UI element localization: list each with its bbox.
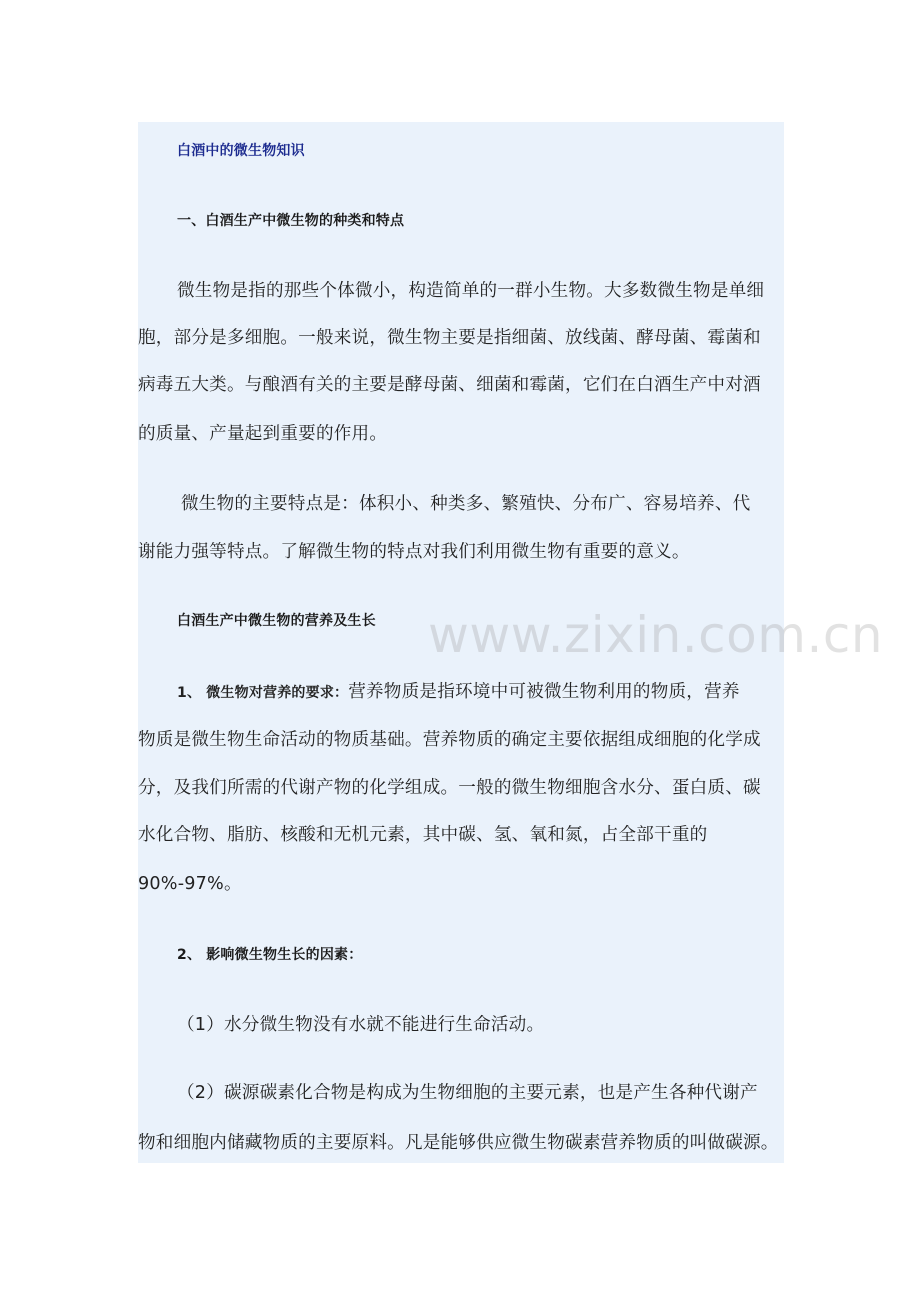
section-heading-1: 一、白酒生产中微生物的种类和特点 [177, 213, 405, 229]
section-heading-2: 白酒生产中微生物的营养及生长 [177, 613, 376, 629]
list-item-text: 营养物质是指环境中可被微生物利用的物质，营养 [348, 682, 740, 702]
list-item-label: 1、 微生物对营养的要求： [177, 685, 349, 701]
paragraph-line: 分，及我们所需的代谢产物的化学组成。一般的微生物细胞含水分、蛋白质、碳 [138, 778, 761, 798]
watermark: www.zixin.com.cn [428, 606, 884, 664]
article-title: 白酒中的微生物知识 [177, 143, 305, 159]
paragraph-line: 90%-97%。 [138, 874, 242, 894]
paragraph-line: 物和细胞内储藏物质的主要原料。凡是能够供应微生物碳素营养物质的叫做碳源。 [138, 1133, 779, 1153]
list-item-1 [177, 680, 740, 705]
paragraph-line: 微生物是指的那些个体微小，构造简单的一群小生物。大多数微生物是单细 [177, 281, 765, 301]
paragraph-line: （2）碳源碳素化合物是构成为生物细胞的主要元素，也是产生各种代谢产 [177, 1083, 758, 1103]
paragraph-line: 的质量、产量起到重要的作用。 [138, 424, 388, 444]
paragraph-line: 谢能力强等特点。了解微生物的特点对我们利用微生物有重要的意义。 [138, 542, 690, 562]
paragraph-line: 水化合物、脂肪、核酸和无机元素，其中碳、氢、氧和氮，占全部干重的 [138, 825, 708, 845]
paragraph-line: 物质是微生物生命活动的物质基础。营养物质的确定主要依据组成细胞的化学成 [138, 730, 761, 750]
list-item-2-heading: 2、 影响微生物生长的因素： [177, 947, 363, 963]
paragraph-line: 微生物的主要特点是：体积小、种类多、繁殖快、分布广、容易培养、代 [181, 494, 751, 514]
factor-1: （1）水分微生物没有水就不能进行生命活动。 [177, 1015, 545, 1035]
paragraph-line: 胞，部分是多细胞。一般来说，微生物主要是指细菌、放线菌、酵母菌、霉菌和 [138, 328, 761, 348]
paragraph-line: 病毒五大类。与酿酒有关的主要是酵母菌、细菌和霉菌，它们在白酒生产中对酒 [138, 375, 761, 395]
